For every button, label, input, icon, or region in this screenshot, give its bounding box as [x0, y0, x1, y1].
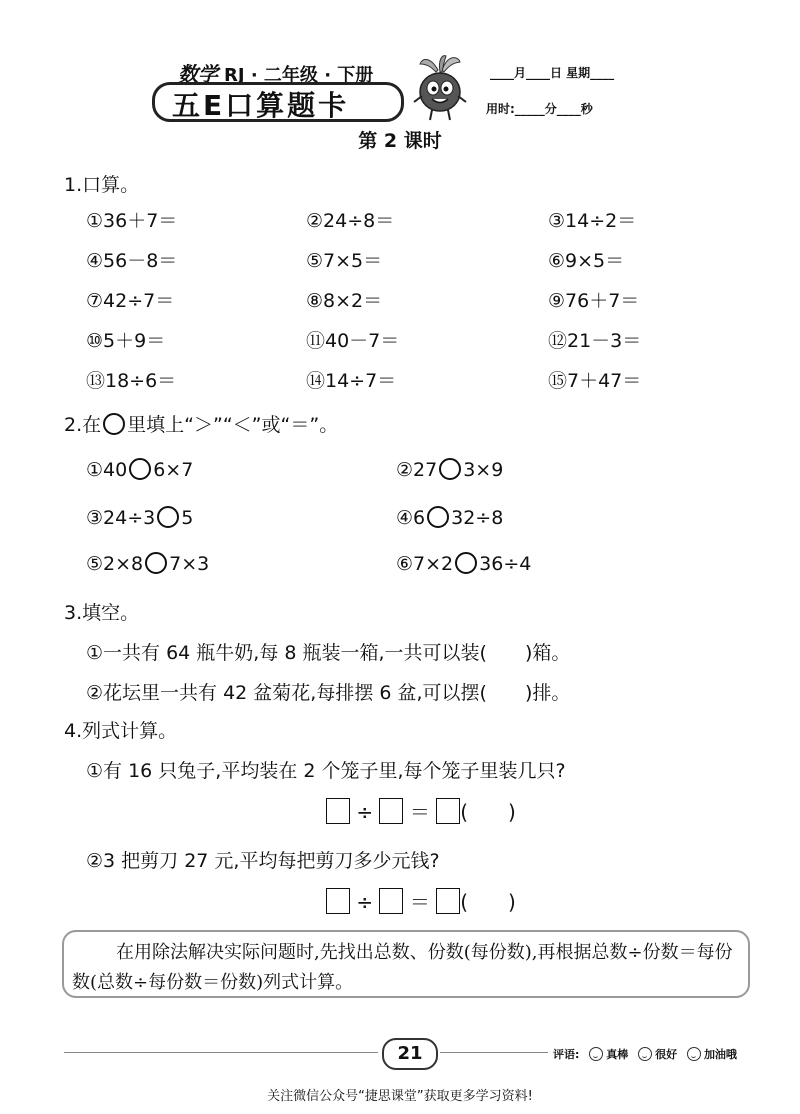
radish-mascot-icon	[408, 52, 472, 124]
section-3-title: 3.填空。	[64, 602, 140, 624]
section-1-title: 1.口算。	[64, 174, 140, 196]
mental-math-item: ⑬18÷6＝	[86, 370, 177, 392]
mental-math-item: ①36＋7＝	[86, 210, 178, 232]
compare-circle-icon	[103, 413, 125, 435]
mental-math-item: ②24÷8＝	[306, 210, 395, 232]
answer-box[interactable]	[326, 888, 350, 914]
answer-box[interactable]	[436, 888, 460, 914]
section-4-title: 4.列式计算。	[64, 720, 178, 742]
compare-item: ⑤2×8 7×3	[86, 553, 210, 575]
mental-math-item: ⑮7＋47＝	[548, 370, 642, 392]
compare-item: ②27 3×9	[396, 459, 504, 481]
compare-circle-blank[interactable]	[427, 506, 449, 528]
promo-note: 关注微信公众号“捷思课堂”获取更多学习资料!	[267, 1089, 533, 1104]
answer-box[interactable]	[379, 798, 403, 824]
word-problem: ②3 把剪刀 27 元,平均每把剪刀多少元钱?	[86, 850, 440, 872]
date-fill-line: ____月____日 星期____	[490, 66, 615, 80]
word-problem: ①有 16 只兔子,平均装在 2 个笼子里,每个笼子里装几只?	[86, 760, 566, 782]
mental-math-item: ⑥9×5＝	[548, 250, 625, 272]
compare-item: ①40 6×7	[86, 459, 194, 481]
mental-math-item: ⑩5＋9＝	[86, 330, 166, 352]
mental-math-item: ⑧8×2＝	[306, 290, 383, 312]
compare-circle-blank[interactable]	[145, 552, 167, 574]
tip-text: 在用除法解决实际问题时,先找出总数、份数(每份数),再根据总数÷份数＝每份数(总数÷每份数＝份数)列式计算。	[72, 942, 733, 993]
grin-face-icon	[589, 1047, 603, 1061]
compare-circle-blank[interactable]	[439, 458, 461, 480]
mental-math-item: ⑦42÷7＝	[86, 290, 175, 312]
compare-circle-blank[interactable]	[455, 552, 477, 574]
page-number: 21	[382, 1038, 438, 1070]
mental-math-item: ⑤7×5＝	[306, 250, 383, 272]
evaluation: 评语: 真棒 很好 加油哦	[553, 1048, 737, 1061]
compare-item: ④6 32÷8	[396, 507, 504, 529]
fill-blank-question: ①一共有 64 瓶牛奶,每 8 瓶装一箱,一共可以装( )箱。	[86, 642, 571, 664]
compare-item: ③24÷3 5	[86, 507, 194, 529]
compare-circle-blank[interactable]	[129, 458, 151, 480]
time-fill-line: 用时:_____分____秒	[486, 102, 593, 116]
mental-math-item: ⑭14÷7＝	[306, 370, 397, 392]
subject-label: 数学 RJ · 二年级 · 下册	[178, 62, 374, 86]
mental-math-item: ④56－8＝	[86, 250, 178, 272]
cheer-face-icon	[687, 1047, 701, 1061]
smile-face-icon	[638, 1047, 652, 1061]
answer-box[interactable]	[326, 798, 350, 824]
answer-box[interactable]	[379, 888, 403, 914]
division-formula: ÷ ＝ ( )	[326, 796, 516, 825]
division-formula: ÷ ＝ ( )	[326, 886, 516, 915]
mental-math-item: ⑫21－3＝	[548, 330, 642, 352]
mental-math-item: ⑪40－7＝	[306, 330, 400, 352]
fill-blank-question: ②花坛里一共有 42 盆菊花,每排摆 6 盆,可以摆( )排。	[86, 682, 571, 704]
footer-divider	[440, 1052, 548, 1053]
section-2-title: 2.在 里填上“＞”“＜”或“＝”。	[64, 414, 339, 436]
mental-math-item: ⑨76＋7＝	[548, 290, 640, 312]
lesson-title: 第 2 课时	[358, 130, 442, 152]
compare-item: ⑥7×2 36÷4	[396, 553, 532, 575]
card-title: 五E口算题卡	[172, 89, 350, 122]
compare-circle-blank[interactable]	[157, 506, 179, 528]
mental-math-item: ③14÷2＝	[548, 210, 637, 232]
footer-divider	[64, 1052, 378, 1053]
edition-label: RJ · 二年级 · 下册	[224, 65, 374, 86]
answer-box[interactable]	[436, 798, 460, 824]
